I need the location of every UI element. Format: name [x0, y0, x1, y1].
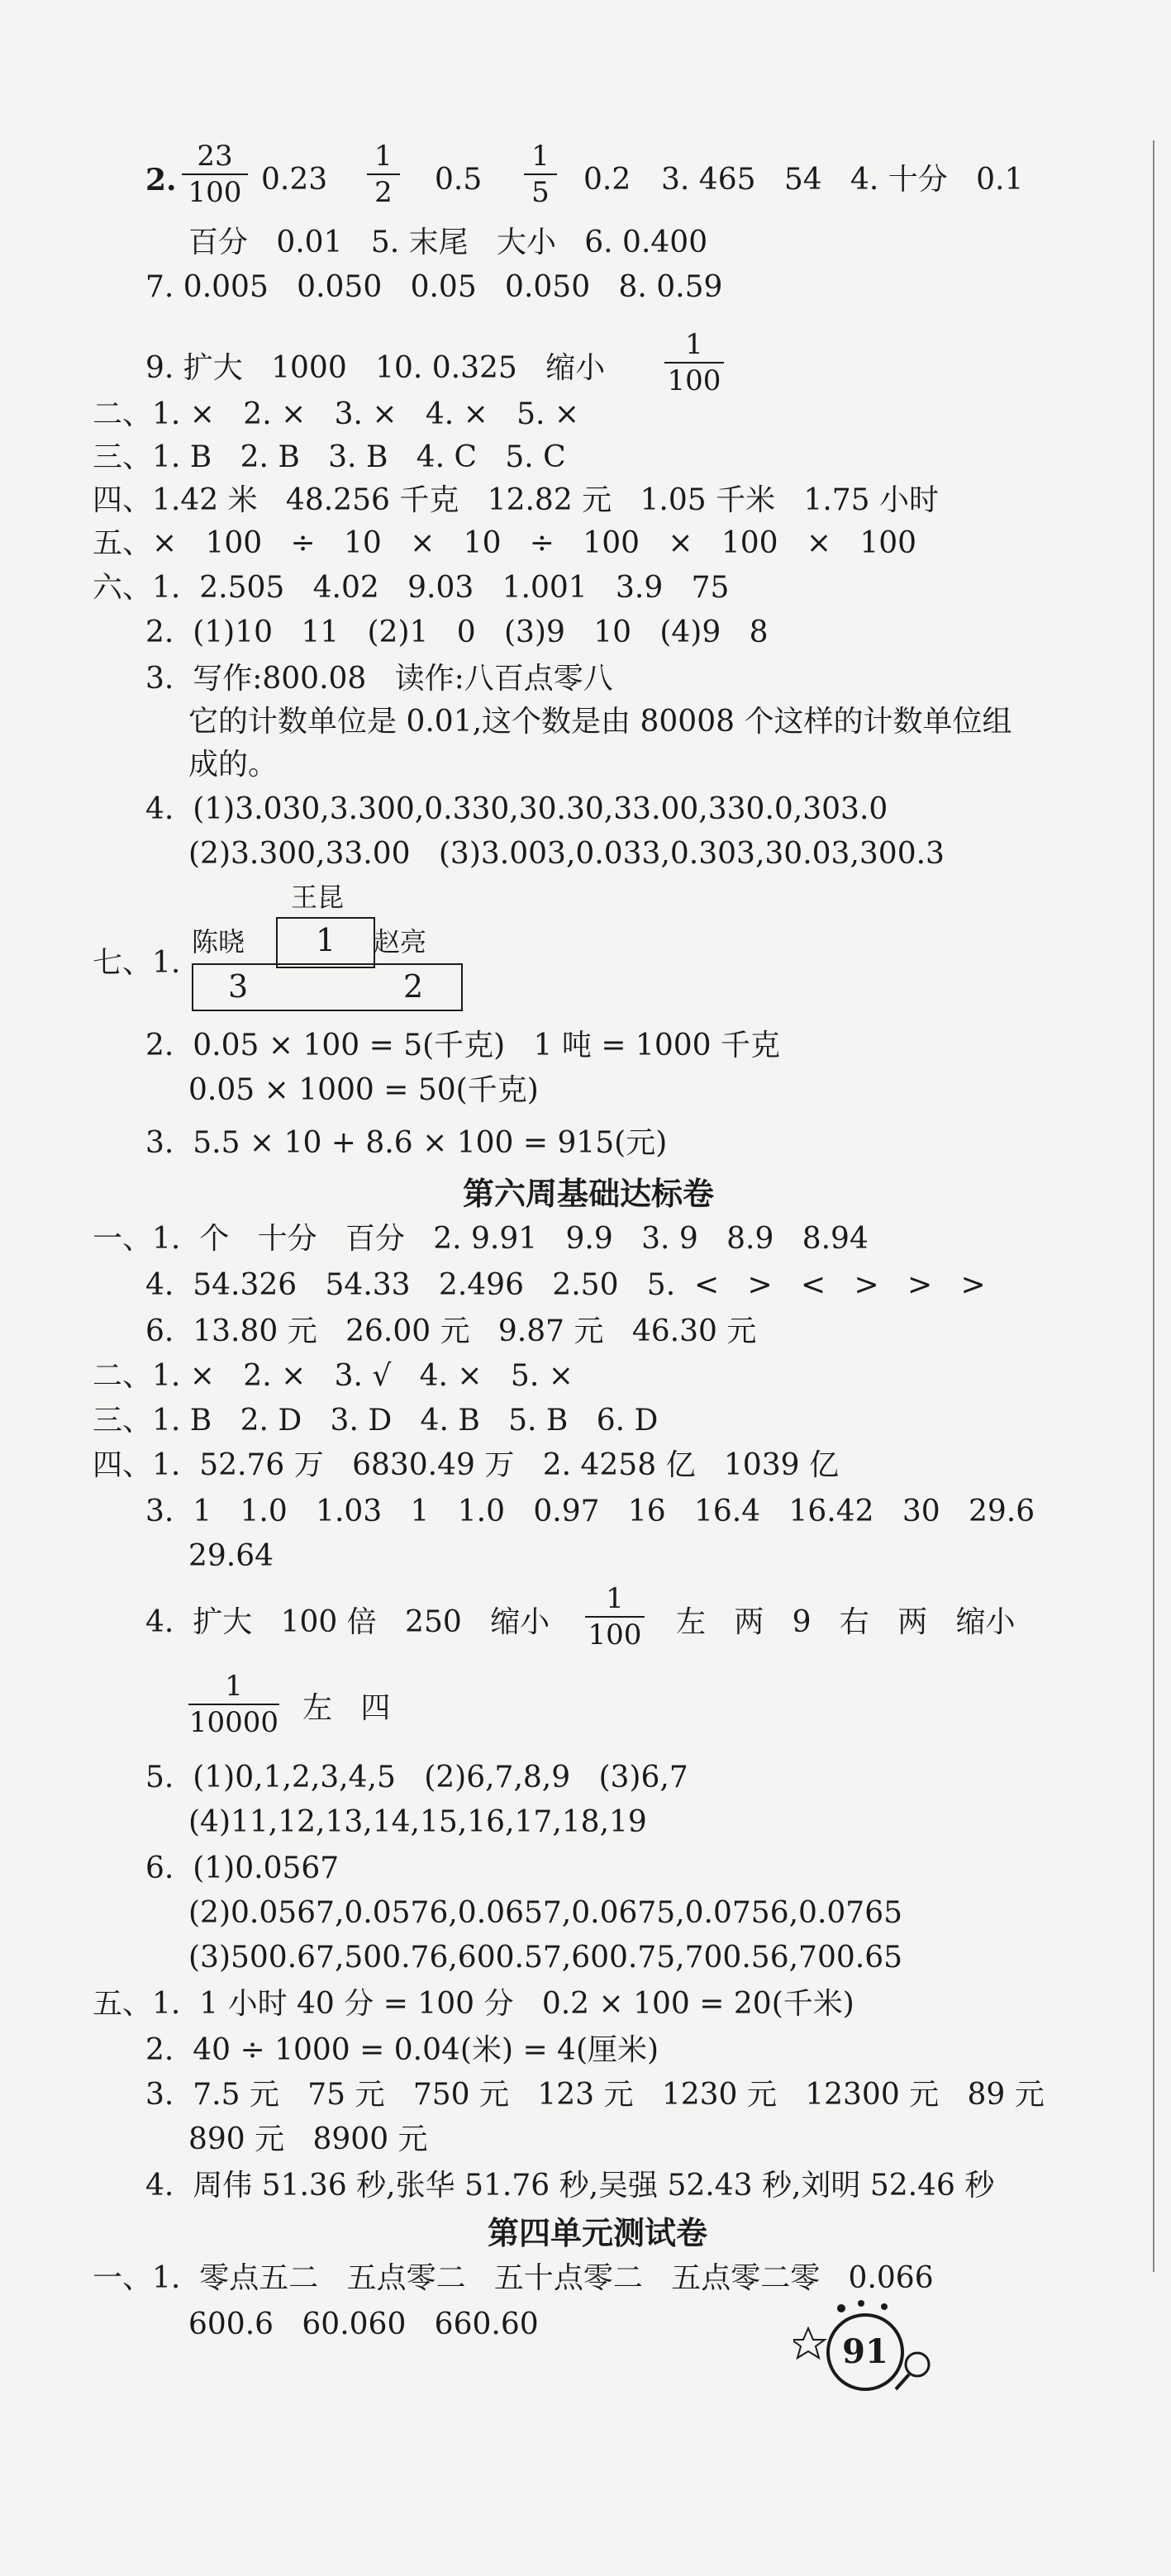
answer-line: 9. 扩大 1000 10. 0.325 缩小	[145, 351, 606, 385]
margin-rule	[1153, 140, 1154, 2272]
fraction-numerator: 1	[606, 1582, 624, 1615]
answer-line: 一、1. 零点五二 五点零二 五十点零二 五点零二零 0.066	[93, 2261, 934, 2295]
answer-line: (2)3.300,33.00 (3)3.003,0.033,0.303,30.03,300.3	[188, 837, 945, 871]
answer-line: 一、1. 个 十分 百分 2. 9.91 9.9 3. 9 8.9 8.94	[93, 1222, 869, 1256]
fraction-1-100	[585, 1583, 645, 1651]
fraction-denominator: 10000	[188, 1706, 279, 1739]
answer-line: 百分 0.01 5. 末尾 大小 6. 0.400	[188, 226, 708, 259]
answer-line: (3)500.67,500.76,600.57,600.75,700.56,700.65	[188, 1941, 902, 1975]
heading-unit4: 第四单元测试卷	[488, 2215, 708, 2251]
fraction-numerator: 23	[197, 140, 233, 173]
podium-first-name: 王昆	[291, 882, 345, 913]
fraction-numerator: 1	[374, 140, 393, 173]
fraction-numerator: 1	[225, 1670, 243, 1703]
answer-line: 左 两 9 右 两 缩小	[676, 1605, 1016, 1639]
answer-text: 0.5	[435, 163, 483, 197]
podium-first-rank: 1	[316, 922, 336, 958]
fraction-1-10000	[188, 1671, 279, 1738]
podium-third-name: 陈晓	[192, 926, 245, 958]
answer-line: 4. 扩大 100 倍 250 缩小	[145, 1605, 550, 1639]
answer-line: 六、1. 2.505 4.02 9.03 1.001 3.9 75	[93, 571, 730, 605]
answer-line: 2. 40 ÷ 1000 = 0.04(米) = 4(厘米)	[145, 2033, 659, 2067]
fraction-1-100	[664, 329, 724, 397]
fraction-denominator: 5	[531, 176, 550, 209]
answer-line: 4. 周伟 51.36 秒,张华 51.76 秒,吴强 52.43 秒,刘明 52.46 秒	[145, 2169, 995, 2203]
answer-line: 6. (1)0.0567	[145, 1851, 340, 1885]
answer-line: 五、1. 1 小时 40 分 = 100 分 0.2 × 100 = 20(千米)	[93, 1987, 854, 2021]
answer-line: 6. 13.80 元 26.00 元 9.87 元 46.30 元	[145, 1314, 757, 1348]
answer-text: 3. 465 54 4. 十分 0.1	[661, 163, 1024, 197]
item-2-label: 2.	[145, 163, 177, 197]
answer-line: 3. 1 1.0 1.03 1 1.0 0.97 16 16.4 16.42 30 29.6	[145, 1495, 1035, 1528]
fraction-1-5	[524, 140, 557, 208]
fraction-denominator: 2	[374, 176, 393, 209]
answer-line: 600.6 60.060 660.60	[188, 2307, 539, 2341]
answer-line: 3. 7.5 元 75 元 750 元 123 元 1230 元 12300 元 89 元	[145, 2078, 1045, 2112]
answer-line: 五、× 100 ÷ 10 × 10 ÷ 100 × 100 × 100	[93, 526, 917, 560]
answer-line: 890 元 8900 元	[188, 2122, 428, 2156]
answer-line: 四、1. 52.76 万 6830.49 万 2. 4258 亿 1039 亿	[93, 1448, 839, 1482]
answer-line: 29.64	[188, 1539, 274, 1573]
answer-line: 0.05 × 1000 = 50(千克)	[188, 1073, 539, 1107]
answer-line: 左 四	[302, 1691, 391, 1725]
fraction-23-100	[182, 140, 248, 208]
page-number: 91	[826, 2313, 904, 2391]
answer-line: 2. 0.05 × 100 = 5(千克) 1 吨 = 1000 千克	[145, 1029, 780, 1062]
answer-line: 4. 54.326 54.33 2.496 2.50 5. < > < > > >	[145, 1268, 986, 1302]
answer-line: 3. 写作:800.08 读作:八百点零八	[145, 662, 613, 696]
answer-line: 它的计数单位是 0.01,这个数是由 80008 个这样的计数单位组	[188, 705, 1012, 739]
fraction-denominator: 100	[188, 176, 242, 209]
heading-week6: 第六周基础达标卷	[463, 1176, 715, 1212]
answer-text: 0.2	[583, 163, 631, 197]
answer-line: 四、1.42 米 48.256 千克 12.82 元 1.05 千米 1.75 小时	[93, 483, 940, 517]
answer-line: (2)0.0567,0.0576,0.0657,0.0675,0.0756,0.0765	[188, 1896, 902, 1930]
podium-second-name: 赵亮	[374, 926, 427, 958]
answer-line: 4. (1)3.030,3.300,0.330,30.30,33.00,330.0,303.0	[145, 792, 888, 826]
answer-line: (4)11,12,13,14,15,16,17,18,19	[188, 1805, 647, 1839]
fraction-denominator: 100	[667, 364, 721, 397]
fraction-numerator: 1	[531, 140, 550, 173]
answer-line: 5. (1)0,1,2,3,4,5 (2)6,7,8,9 (3)6,7	[145, 1761, 688, 1794]
fraction-1-2	[367, 140, 400, 208]
answer-line: 2. (1)10 11 (2)1 0 (3)9 10 (4)9 8	[145, 615, 769, 649]
fraction-denominator: 100	[588, 1618, 642, 1652]
section-seven-label: 七、1.	[93, 946, 181, 980]
answer-line: 三、1. B 2. D 3. D 4. B 5. B 6. D	[93, 1404, 659, 1438]
answer-line: 二、1. × 2. × 3. × 4. × 5. ×	[93, 397, 580, 431]
answer-line: 三、1. B 2. B 3. B 4. C 5. C	[93, 440, 566, 474]
answer-line: 成的。	[188, 748, 278, 782]
podium-third-rank: 3	[228, 968, 249, 1005]
podium-second-rank: 2	[403, 968, 424, 1005]
answer-line: 3. 5.5 × 10 + 8.6 × 100 = 915(元)	[145, 1126, 668, 1160]
answer-text: 0.23	[261, 163, 328, 197]
answer-line: 二、1. × 2. × 3. √ 4. × 5. ×	[93, 1359, 574, 1393]
fraction-numerator: 1	[685, 328, 703, 361]
answer-line: 7. 0.005 0.050 0.05 0.050 8. 0.59	[145, 270, 723, 304]
